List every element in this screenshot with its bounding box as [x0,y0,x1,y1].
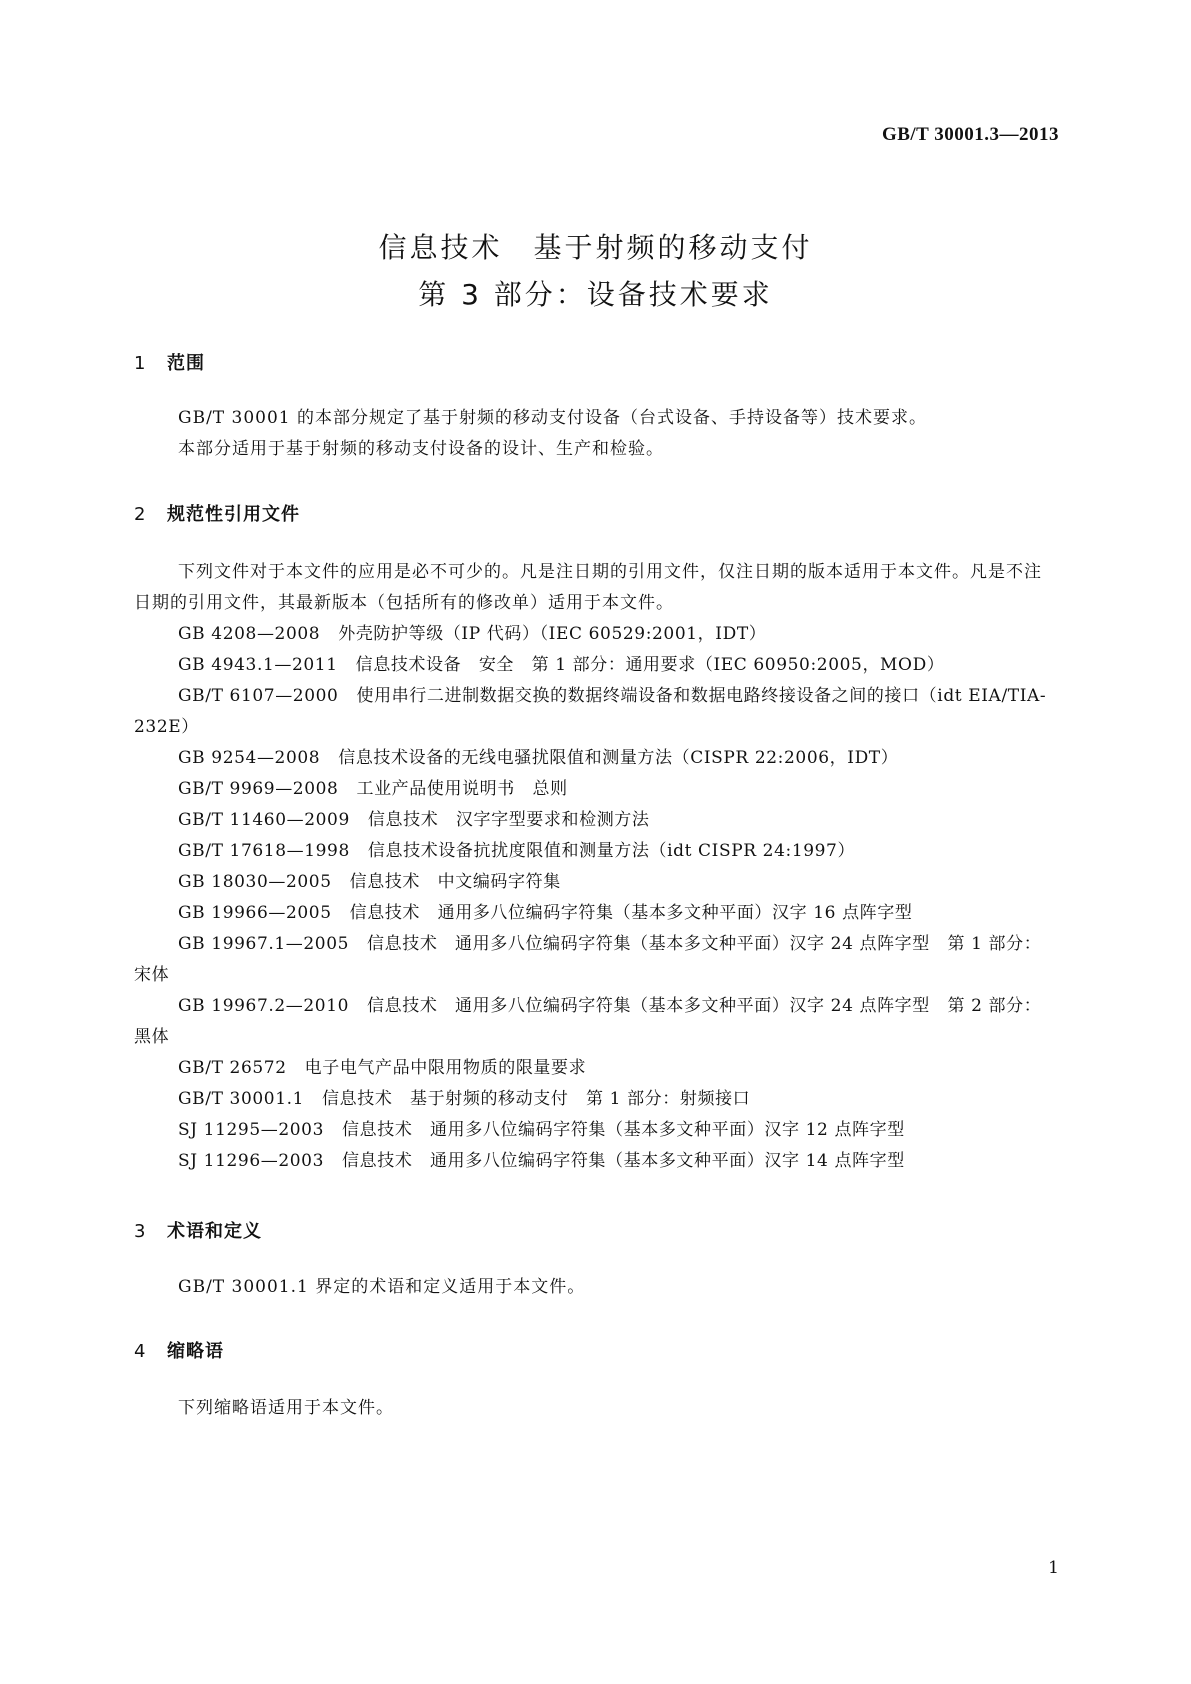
document-title-line-2: 第 3 部分：设备技术要求 [418,278,773,311]
reference-code: GB 9254—2008 [178,748,321,768]
reference-item [134,991,1058,1053]
reference-code: GB 19967.1—2005 [178,934,350,954]
section-3-heading [134,1217,262,1243]
section-number: 2 [134,504,147,525]
normative-references-list [134,619,1058,1177]
section-2-intro-paragraph: 下列文件对于本文件的应用是必不可少的。凡是注日期的引用文件，仅注日期的版本适用于本文件。凡是不注日期的引用文件，其最新版本（包括所有的修改单）适用于本文件。 [134,562,1042,613]
reference-title: 信息技术 基于射频的移动支付 第 1 部分：射频接口 [322,1089,751,1109]
reference-title: 信息技术设备的无线电骚扰限值和测量方法（CISPR 22:2006，IDT） [338,748,899,768]
section-title: 范围 [167,353,205,374]
reference-item [134,898,1058,929]
reference-code: GB 4943.1—2011 [178,655,338,675]
reference-code: SJ 11296—2003 [178,1151,325,1171]
reference-item [134,1053,1058,1084]
reference-code: GB/T 6107—2000 [178,686,339,706]
section-number: 1 [134,353,147,374]
reference-code: SJ 11295—2003 [178,1120,325,1140]
reference-item [134,619,1058,650]
section-2-heading [134,500,300,526]
reference-title: 信息技术 通用多八位编码字符集（基本多文种平面）汉字 14 点阵字型 [342,1151,905,1171]
reference-item [134,1146,1058,1177]
reference-code: GB 19967.2—2010 [178,996,350,1016]
reference-title: 信息技术设备 安全 第 1 部分：通用要求（IEC 60950:2005，MOD） [355,655,945,675]
reference-title: 信息技术 汉字字型要求和检测方法 [367,810,650,830]
reference-code: GB/T 26572 [178,1058,287,1078]
reference-code: GB/T 30001.1 [178,1089,305,1109]
reference-item [134,836,1058,867]
standard-code: GB/T 30001.3—2013 [881,124,1059,145]
section-title: 规范性引用文件 [167,504,300,525]
document-title-line-1: 信息技术 基于射频的移动支付 [378,231,813,264]
reference-item [134,743,1058,774]
section-4-heading [134,1337,224,1363]
section-4-paragraph: 下列缩略语适用于本文件。 [178,1398,394,1418]
reference-title: 信息技术 通用多八位编码字符集（基本多文种平面）汉字 16 点阵字型 [349,903,913,923]
reference-item [134,867,1058,898]
reference-title: 外壳防护等级（IP 代码）（IEC 60529:2001，IDT） [338,624,767,644]
reference-title: 工业产品使用说明书 总则 [356,779,568,799]
reference-item [134,1084,1058,1115]
reference-code: GB/T 17618—1998 [178,841,350,861]
reference-title: 信息技术 通用多八位编码字符集（基本多文种平面）汉字 24 点阵字型 第 2 部分：黑体 [134,996,1042,1047]
section-1-paragraph-1: GB/T 30001 的本部分规定了基于射频的移动支付设备（台式设备、手持设备等）技术要求。 [178,408,928,428]
reference-code: GB 4208—2008 [178,624,321,644]
section-3-paragraph: GB/T 30001.1 界定的术语和定义适用于本文件。 [178,1277,586,1297]
reference-code: GB 18030—2005 [178,872,332,892]
reference-code: GB/T 9969—2008 [178,779,339,799]
reference-item [134,774,1058,805]
reference-item [134,1115,1058,1146]
reference-title: 电子电气产品中限用物质的限量要求 [304,1058,587,1078]
reference-code: GB 19966—2005 [178,903,332,923]
section-title: 术语和定义 [167,1221,262,1242]
section-title: 缩略语 [167,1341,224,1362]
section-number: 3 [134,1221,147,1242]
reference-title: 使用串行二进制数据交换的数据终端设备和数据电路终接设备之间的接口（idt EIA/TIA-232E） [134,686,1047,737]
page-number: 1 [1048,1558,1059,1578]
reference-item [134,805,1058,836]
section-1-heading [134,349,205,375]
reference-title: 信息技术 通用多八位编码字符集（基本多文种平面）汉字 12 点阵字型 [342,1120,905,1140]
reference-title: 信息技术 通用多八位编码字符集（基本多文种平面）汉字 24 点阵字型 第 1 部分：宋体 [134,934,1042,985]
section-number: 4 [134,1341,147,1362]
reference-item [134,681,1058,743]
reference-item [134,650,1058,681]
reference-item [134,929,1058,991]
section-1-paragraph-2: 本部分适用于基于射频的移动支付设备的设计、生产和检验。 [178,439,664,459]
reference-title: 信息技术 中文编码字符集 [349,872,561,892]
reference-title: 信息技术设备抗扰度限值和测量方法（idt CISPR 24:1997） [367,841,856,861]
reference-code: GB/T 11460—2009 [178,810,350,830]
